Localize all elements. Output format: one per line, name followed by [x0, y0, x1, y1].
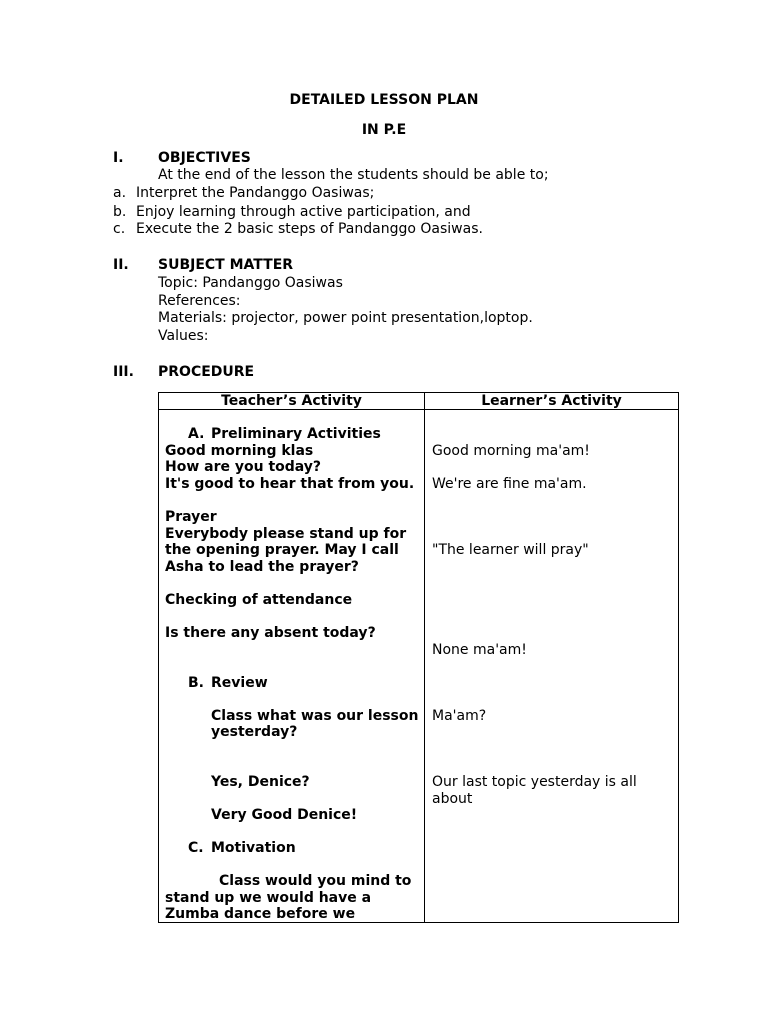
objective-marker: c. [113, 221, 126, 237]
learner-activity-cell [425, 410, 679, 923]
teacher-line: It's good to hear that from you. [165, 476, 415, 492]
section-numeral-subject-matter: II. [113, 257, 129, 273]
attendance-heading: Checking of attendance [165, 592, 353, 608]
teacher-line: Everybody please stand up for [165, 526, 407, 542]
prayer-heading: Prayer [165, 509, 217, 525]
learner-line: Good morning ma'am! [432, 443, 590, 459]
column-header-teacher: Teacher’s Activity [159, 393, 425, 410]
learner-line: None ma'am! [432, 642, 527, 658]
learner-line: "The learner will pray" [432, 542, 589, 558]
objective-item: Execute the 2 basic steps of Pandanggo Oasiwas. [136, 221, 483, 237]
motivation-heading: Motivation [211, 840, 296, 856]
teacher-activity-cell [159, 410, 425, 923]
objectives-intro: At the end of the lesson the students should be able to; [158, 167, 549, 183]
teacher-line: Yes, Denice? [211, 774, 310, 790]
teacher-line: the opening prayer. May I call [165, 542, 399, 558]
review-heading: Review [211, 675, 268, 691]
teacher-line: Very Good Denice! [211, 807, 358, 823]
list-marker: A. [188, 426, 205, 442]
subject-values: Values: [158, 328, 209, 344]
objective-marker: a. [113, 185, 127, 201]
learner-line: We're are fine ma'am. [432, 476, 587, 492]
teacher-line: How are you today? [165, 459, 322, 475]
column-header-learner: Learner’s Activity [425, 393, 679, 410]
teacher-line: Is there any absent today? [165, 625, 376, 641]
objective-item: Interpret the Pandanggo Oasiwas; [136, 185, 375, 201]
teacher-line: Class what was our lesson [211, 708, 419, 724]
subject-matter-heading: SUBJECT MATTER [158, 257, 294, 273]
learner-line: Ma'am? [432, 708, 487, 724]
section-numeral-procedure: III. [113, 364, 134, 380]
teacher-line: Zumba dance before we [165, 906, 356, 922]
teacher-line: Asha to lead the prayer? [165, 559, 359, 575]
objective-marker: b. [113, 204, 127, 220]
teacher-line: yesterday? [211, 724, 298, 740]
page-title: DETAILED LESSON PLAN [289, 92, 479, 108]
objectives-heading: OBJECTIVES [158, 150, 251, 166]
subject-references: References: [158, 293, 241, 309]
list-marker: B. [188, 675, 204, 691]
teacher-line: Good morning klas [165, 443, 314, 459]
subject-materials: Materials: projector, power point presentation,loptop. [158, 310, 533, 326]
preliminary-activities-heading: Preliminary Activities [211, 426, 381, 442]
procedure-table [158, 392, 679, 923]
learner-line: about [432, 791, 473, 807]
list-marker: C. [188, 840, 204, 856]
objective-item: Enjoy learning through active participation, and [136, 204, 471, 220]
subject-topic: Topic: Pandanggo Oasiwas [158, 275, 343, 291]
section-numeral-objectives: I. [113, 150, 124, 166]
procedure-heading: PROCEDURE [158, 364, 255, 380]
teacher-line: Class would you mind to [219, 873, 412, 889]
page-subtitle: IN P.E [361, 122, 407, 138]
learner-line: Our last topic yesterday is all [432, 774, 637, 790]
teacher-line: stand up we would have a [165, 890, 372, 906]
